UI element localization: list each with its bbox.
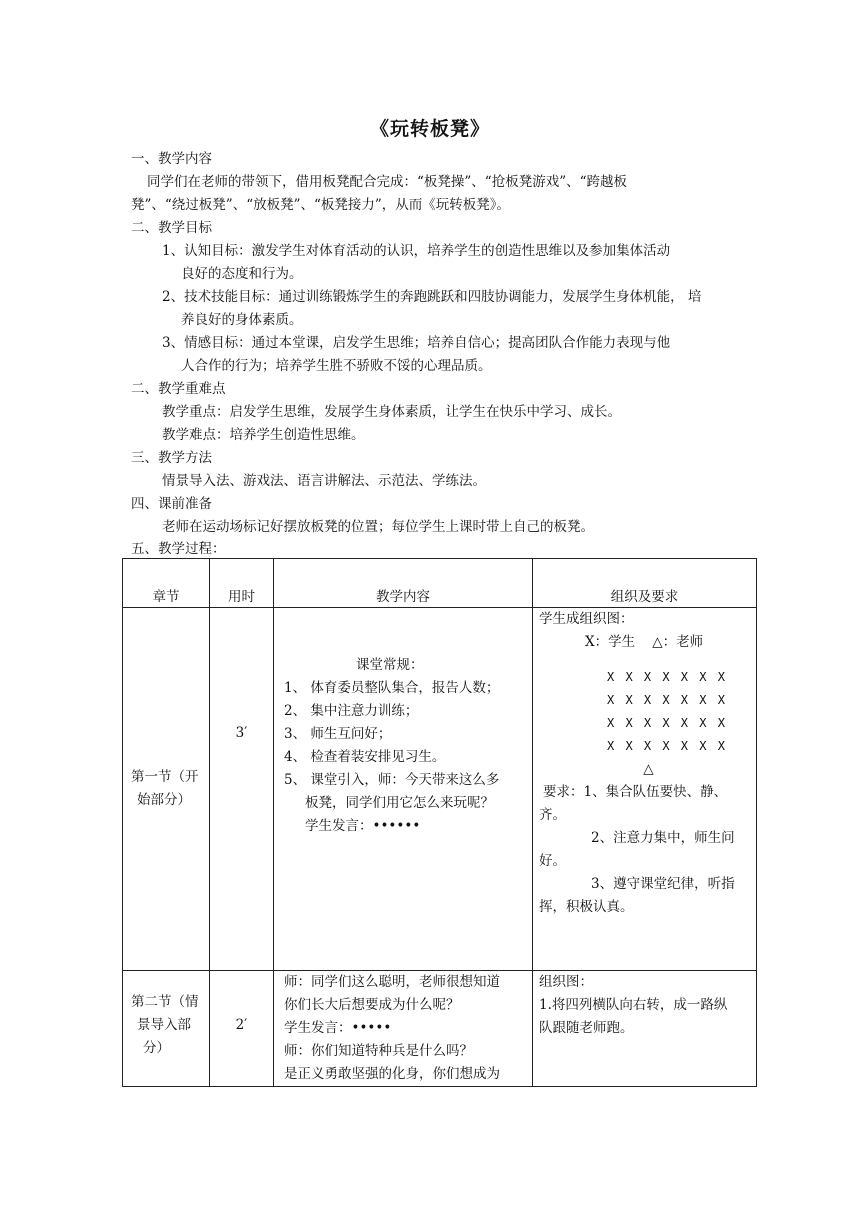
goal-3-line-1: 3、情感目标：通过本堂课，启发学生思维；培养自信心；提高团队合作能力表现与他 [162, 335, 671, 351]
chapter-cell [123, 608, 210, 971]
section-heading-content: 一、教学内容 [131, 151, 212, 167]
organization-cell [533, 608, 757, 971]
header-content: 教学内容 [274, 559, 533, 608]
content-line: 你们长大后想要成为什么呢？ [284, 997, 460, 1013]
time-value: 2′ [235, 1017, 248, 1033]
formation-row: X X X X X X X [607, 670, 727, 684]
goal-1-line-1: 1、认知目标：激发学生对体育活动的认识，培养学生的创造性思维以及参加集体活动 [162, 243, 671, 259]
content-paragraph-line-1: 同学们在老师的带领下，借用板凳配合完成：“板凳操”、“抢板凳游戏”、“跨越板 [147, 174, 628, 190]
formation-row: X X X X X X X [607, 739, 727, 753]
content-paragraph-line-2: 凳”、“绕过板凳”、“放板凳”、“板凳接力”，从而《玩转板凳》。 [131, 197, 511, 213]
content-title: 课堂常规： [356, 657, 424, 673]
section-heading-prep: 四、课前准备 [131, 496, 212, 512]
difficult-point-text: 教学难点：培养学生创造性思维。 [162, 427, 365, 443]
prep-text: 老师在运动场标记好摆放板凳的位置；每位学生上课时带上自己的板凳。 [162, 519, 594, 535]
content-line: 5、 课堂引入，师：今天带来这么多 [284, 772, 500, 788]
content-cell [274, 608, 533, 971]
requirement-line: 齐。 [539, 807, 566, 823]
chapter-cell [123, 971, 210, 1087]
table-row [123, 971, 757, 1087]
chapter-line: 始部分） [137, 792, 191, 808]
formation-row: X X X X X X X [607, 716, 727, 730]
header-chapter: 章节 [123, 559, 210, 608]
section-heading-key-points: 二、教学重难点 [131, 381, 226, 397]
goal-1-line-2: 良好的态度和行为。 [181, 266, 303, 282]
content-line: 3、 师生互问好； [284, 726, 392, 742]
content-cell [274, 971, 533, 1087]
section-heading-goals: 二、教学目标 [131, 220, 212, 236]
content-line: 4、 检查着装安排见习生。 [284, 749, 446, 765]
table-row [123, 608, 757, 971]
org-line: 组织图： [539, 974, 593, 990]
key-point-text: 教学重点：启发学生思维，发展学生身体素质，让学生在快乐中学习、成长。 [162, 404, 621, 420]
formation-row: X X X X X X X [607, 693, 727, 707]
goal-2-line-1: 2、技术技能目标：通过训练锻炼学生的奔跑跳跃和四肢协调能力，发展学生身体机能， 培 [162, 289, 702, 305]
time-value: 3′ [235, 725, 248, 741]
organization-cell [533, 971, 757, 1087]
chapter-line: 分） [143, 1040, 170, 1056]
content-line: 是正义勇敢坚强的化身，你们想成为 [284, 1066, 500, 1082]
header-organization: 组织及要求 [533, 559, 757, 608]
org-title: 学生成组织图： [539, 611, 634, 627]
org-spacer [533, 654, 756, 666]
requirement-line: 要求：1、集合队伍要快、静、 [543, 784, 728, 800]
goal-2-line-2: 养良好的身体素质。 [181, 312, 303, 328]
content-line: 师：你们知道特种兵是什么吗？ [284, 1043, 473, 1059]
org-legend: X：学生 △：老师 [585, 634, 704, 650]
content-line: 1、 体育委员整队集合，报告人数； [284, 680, 500, 696]
section-heading-process: 五、教学过程： [131, 541, 226, 557]
time-cell [210, 608, 274, 971]
requirement-line: 好。 [539, 853, 566, 869]
method-text: 情景导入法、游戏法、语言讲解法、示范法、学练法。 [162, 473, 486, 489]
requirement-line: 挥，积极认真。 [539, 899, 634, 915]
chapter-line: 景导入部 [137, 1017, 191, 1033]
chapter-line: 第二节（情 [131, 994, 199, 1010]
teacher-position: △ [643, 761, 654, 777]
content-line: 学生发言：•••••• [305, 818, 421, 834]
chapter-line: 第一节（开 [131, 769, 199, 785]
requirement-line: 2、注意力集中，师生问 [591, 830, 735, 846]
time-cell [210, 971, 274, 1087]
content-line: 师：同学们这么聪明，老师很想知道 [284, 974, 500, 990]
org-line: 队跟随老师跑。 [539, 1020, 634, 1036]
requirement-line: 3、遵守课堂纪律，听指 [591, 876, 735, 892]
process-table [122, 558, 757, 1087]
content-line: 2、 集中注意力训练； [284, 703, 419, 719]
document-title: 《玩转板凳》 [369, 118, 490, 140]
table-header-row [123, 559, 757, 608]
goal-3-line-2: 人合作的行为；培养学生胜不骄败不馁的心理品质。 [181, 358, 492, 374]
content-line: 板凳，同学们用它怎么来玩呢？ [305, 795, 494, 811]
section-heading-method: 三、教学方法 [131, 450, 212, 466]
header-time: 用时 [210, 559, 274, 608]
org-line: 1.将四列横队向右转，成一路纵 [539, 997, 728, 1013]
content-line: 学生发言：••••• [284, 1020, 392, 1036]
